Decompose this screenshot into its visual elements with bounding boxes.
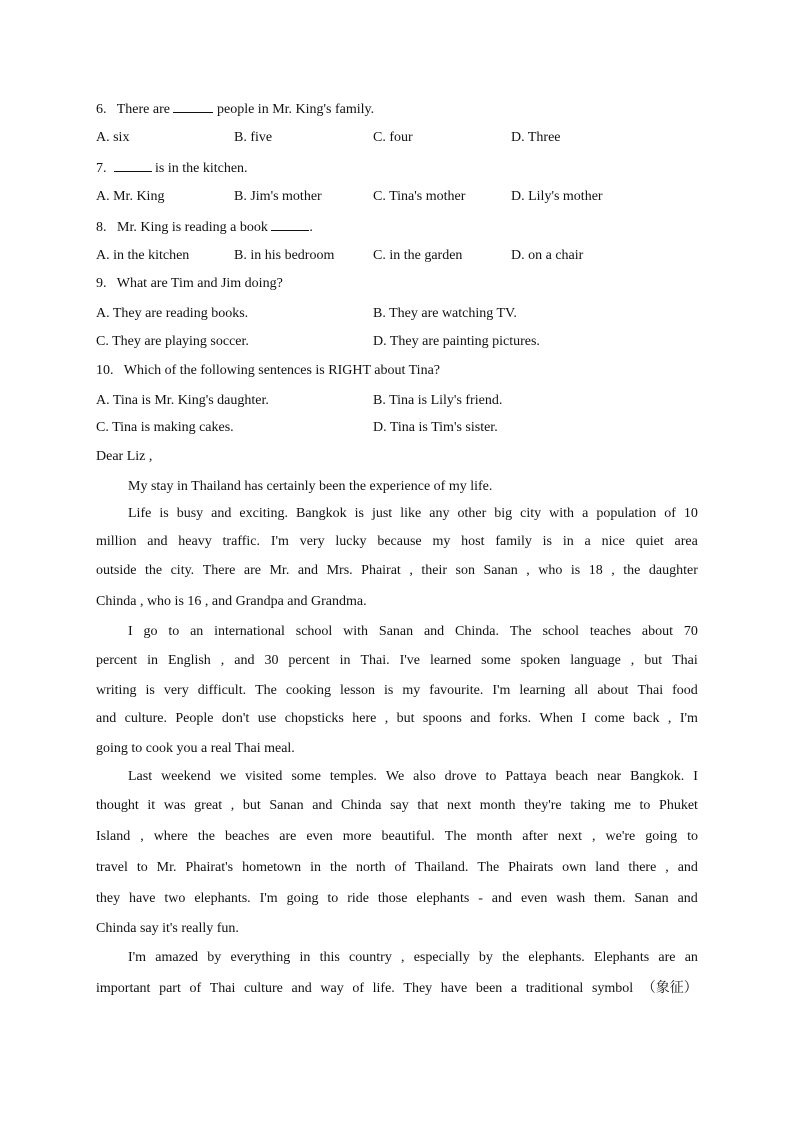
question-number: 10. bbox=[96, 363, 114, 378]
letter-line: My stay in Thailand has certainly been the experience of my life. bbox=[128, 479, 493, 494]
option-c: C. four bbox=[373, 130, 413, 145]
option-c: C. Tina is making cakes. bbox=[96, 420, 234, 435]
answer-blank bbox=[114, 159, 152, 172]
question-7 bbox=[96, 159, 248, 177]
option-a: A. They are reading books. bbox=[96, 306, 249, 321]
letter-line: they have two elephants. I'm going to ride those elephants - and even wash them. Sanan and bbox=[96, 891, 698, 906]
option-a: A. six bbox=[96, 130, 130, 145]
letter-line: Island , where the beaches are even more beautiful. The month after next , we're going to bbox=[96, 829, 698, 844]
letter-line: and culture. People don't use chopsticks here , but spoons and forks. When I come back , I'm bbox=[96, 711, 698, 726]
option-b: B. Tina is Lily's friend. bbox=[373, 393, 503, 408]
option-d: D. Lily's mother bbox=[511, 189, 603, 204]
question-number: 9. bbox=[96, 276, 107, 291]
letter-line: I go to an international school with Sanan and Chinda. The school teaches about 70 bbox=[128, 624, 698, 639]
letter-line: going to cook you a real Thai meal. bbox=[96, 741, 295, 756]
question-text: What are Tim and Jim doing? bbox=[116, 276, 283, 291]
option-c: C. Tina's mother bbox=[373, 189, 466, 204]
option-d: D. They are painting pictures. bbox=[373, 334, 540, 349]
letter-line: Chinda say it's really fun. bbox=[96, 921, 239, 936]
option-a: A. Tina is Mr. King's daughter. bbox=[96, 393, 269, 408]
option-a: A. in the kitchen bbox=[96, 248, 190, 263]
question-number: 6. bbox=[96, 102, 107, 117]
letter-line: I'm amazed by everything in this country , especially by the elephants. Elephants are an bbox=[128, 950, 698, 965]
option-d: D. on a chair bbox=[511, 248, 584, 263]
question-text: There are bbox=[116, 102, 170, 117]
option-a: A. Mr. King bbox=[96, 189, 165, 204]
option-b: B. They are watching TV. bbox=[373, 306, 517, 321]
answer-blank bbox=[271, 218, 309, 231]
letter-line: percent in English , and 30 percent in Thai. I've learned some spoken language , but Thai bbox=[96, 653, 698, 668]
question-text: is in the kitchen. bbox=[155, 161, 248, 176]
option-c: C. in the garden bbox=[373, 248, 463, 263]
question-10 bbox=[96, 363, 440, 379]
question-6 bbox=[96, 100, 374, 118]
question-8 bbox=[96, 218, 313, 236]
question-text: people in Mr. King's family. bbox=[216, 102, 375, 117]
question-text: Which of the following sentences is RIGHT about Tina? bbox=[123, 363, 441, 378]
answer-blank bbox=[173, 100, 213, 113]
option-b: B. in his bedroom bbox=[234, 248, 335, 263]
question-number: 8. bbox=[96, 220, 107, 235]
letter-line: thought it was great , but Sanan and Chinda say that next month they're taking me to Phuket bbox=[96, 798, 698, 813]
letter-line: outside the city. There are Mr. and Mrs. Phairat , their son Sanan , who is 18 , the daughter bbox=[96, 563, 698, 578]
option-d: D. Three bbox=[511, 130, 561, 145]
option-d: D. Tina is Tim's sister. bbox=[373, 420, 498, 435]
option-b: B. five bbox=[234, 130, 273, 145]
question-9 bbox=[96, 276, 283, 292]
question-text: . bbox=[309, 220, 313, 235]
letter-line: Last weekend we visited some temples. We also drove to Pattaya beach near Bangkok. I bbox=[128, 769, 698, 784]
question-text: Mr. King is reading a book bbox=[117, 220, 268, 235]
letter-line: Life is busy and exciting. Bangkok is just like any other big city with a population of 10 bbox=[128, 506, 698, 521]
letter-line: travel to Mr. Phairat's hometown in the north of Thailand. The Phairats own land there , and bbox=[96, 860, 698, 875]
question-number: 7. bbox=[96, 161, 107, 176]
option-b: B. Jim's mother bbox=[234, 189, 322, 204]
letter-line: million and heavy traffic. I'm very lucky because my host family is in a nice quiet area bbox=[96, 534, 698, 549]
letter-line: writing is very difficult. The cooking lesson is my favourite. I'm learning all about Thai food bbox=[96, 683, 698, 698]
letter-greeting: Dear Liz , bbox=[96, 449, 153, 464]
letter-line: Chinda , who is 16 , and Grandpa and Grandma. bbox=[96, 594, 367, 609]
letter-line: important part of Thai culture and way of life. They have been a traditional symbol （象征） bbox=[96, 981, 698, 996]
option-c: C. They are playing soccer. bbox=[96, 334, 249, 349]
